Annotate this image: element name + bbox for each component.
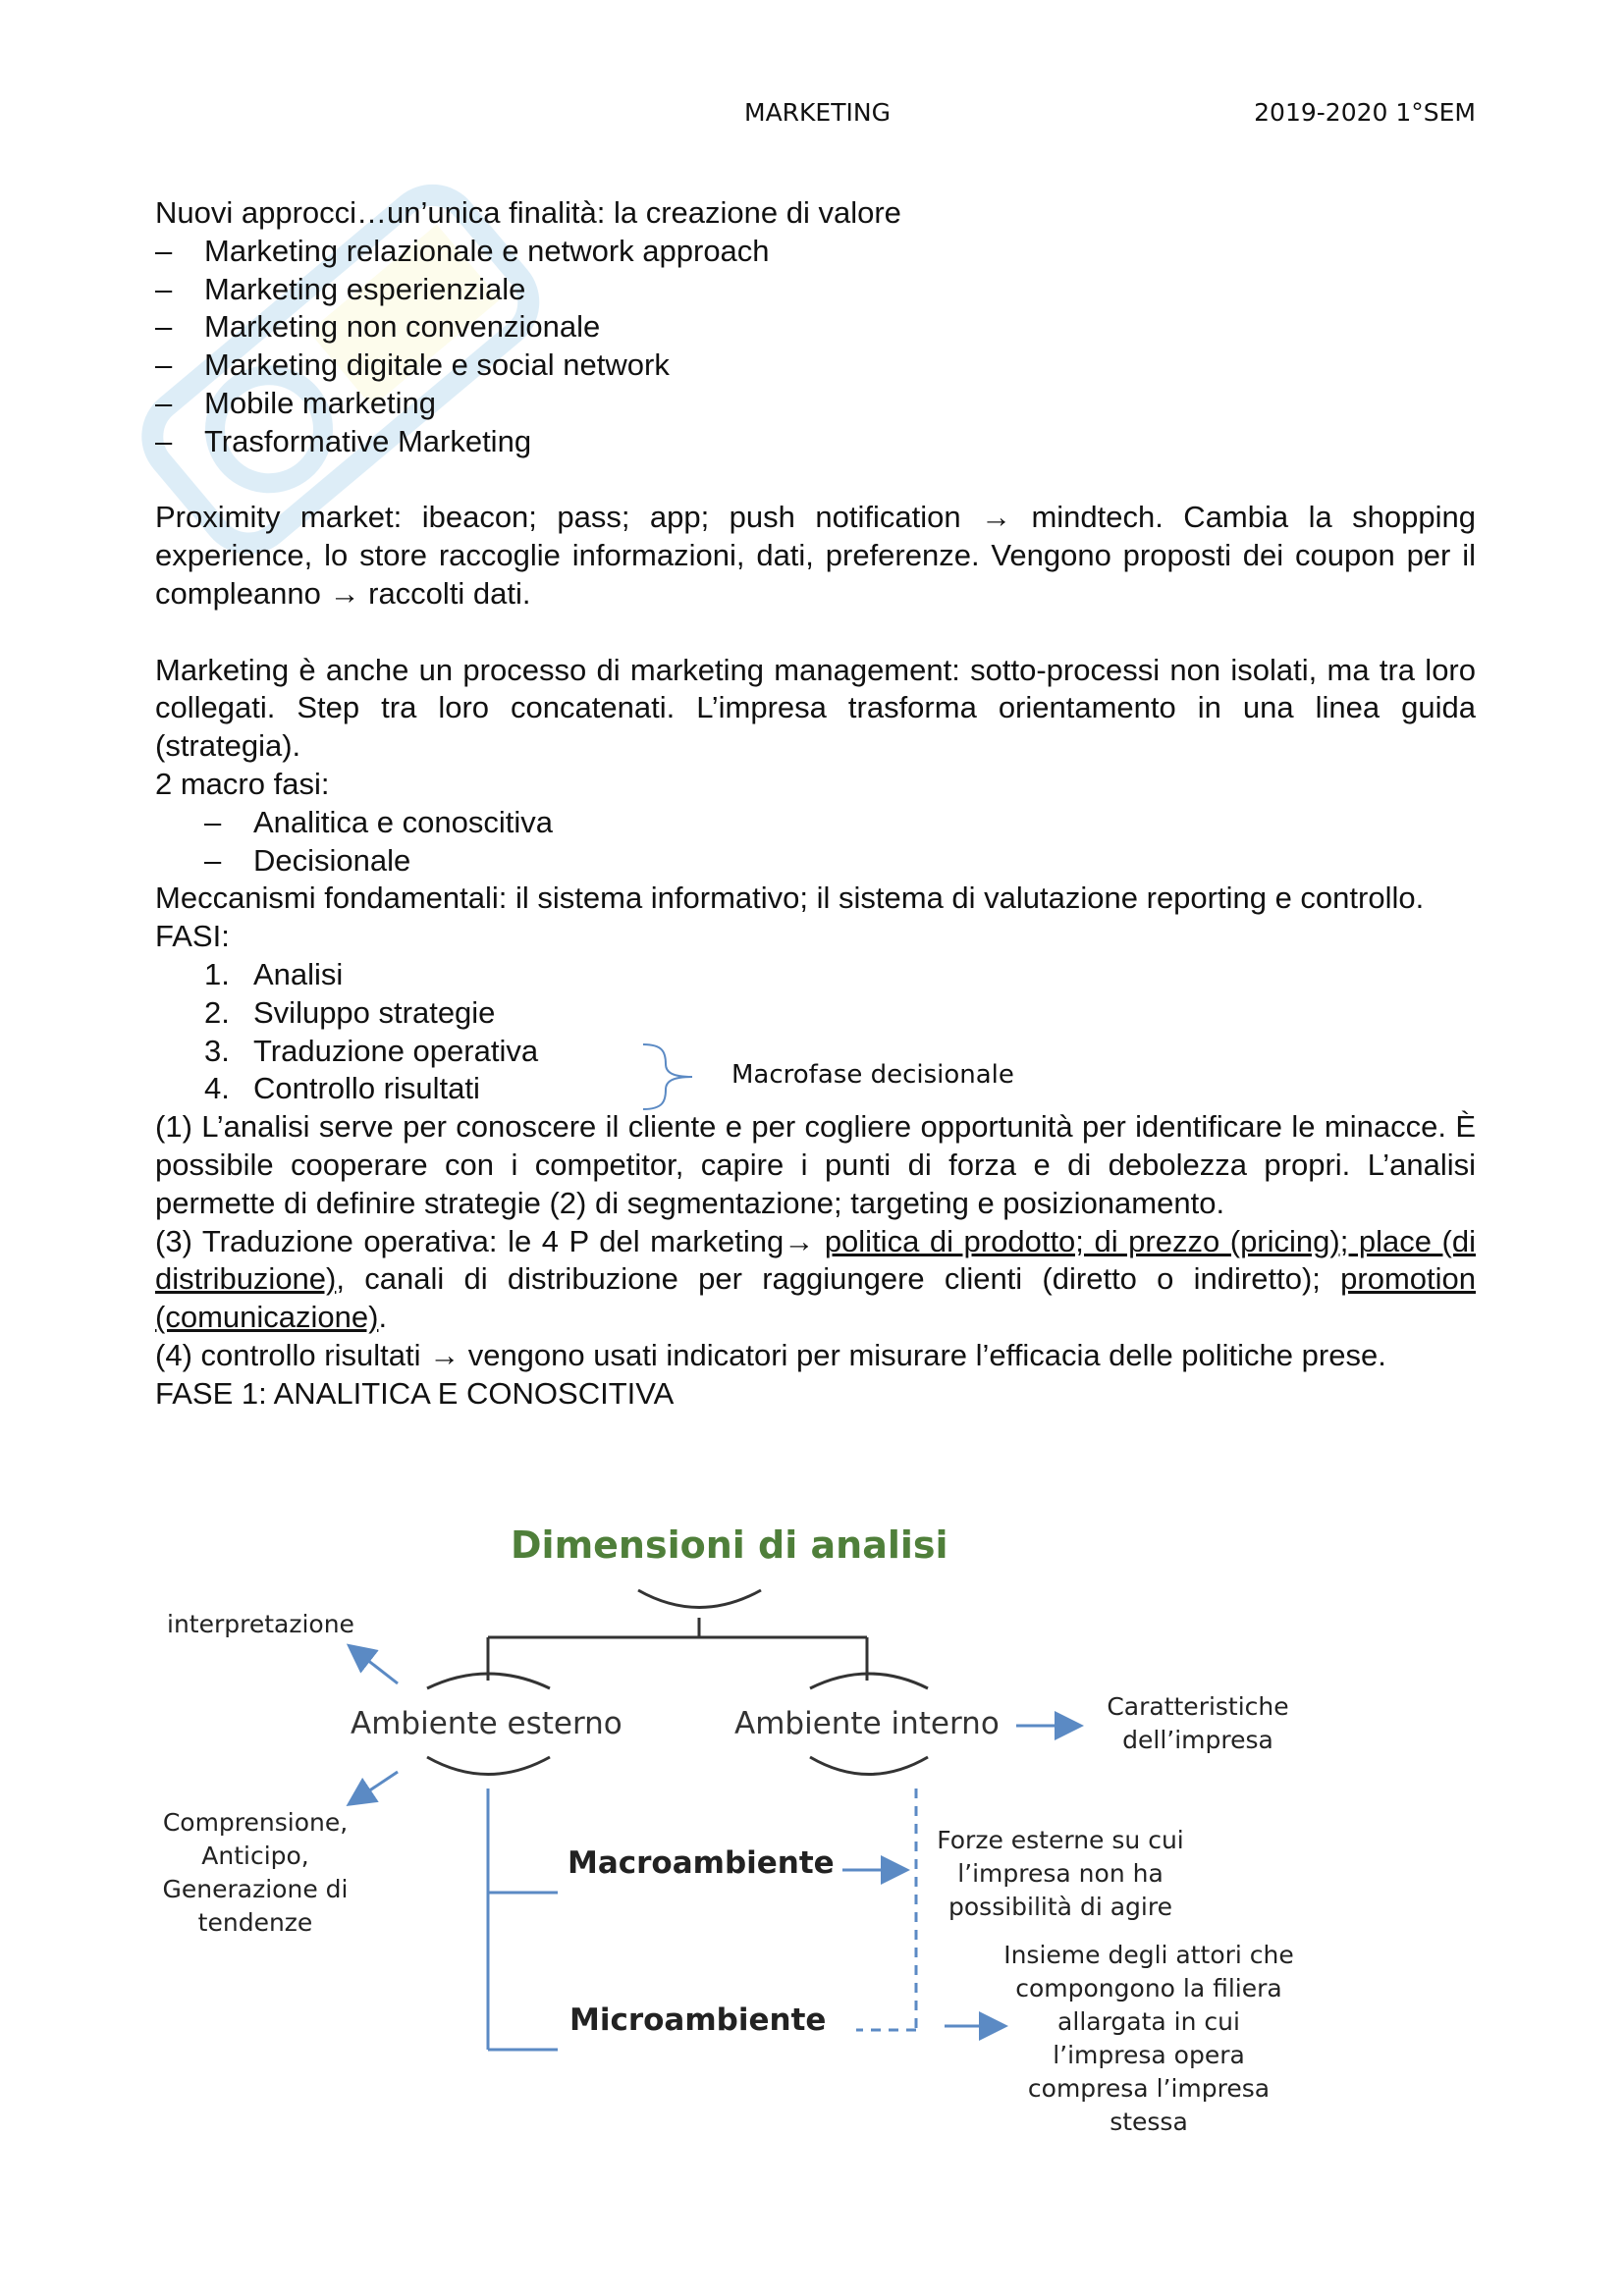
intro-title: Nuovi approcci…un’unica finalità: la creazione di valore xyxy=(155,195,901,230)
list-item: – Marketing digitale e social network xyxy=(155,347,1476,385)
phase-item: 1. Analisi xyxy=(204,956,344,991)
analysis-paragraph: (1) L’analisi serve per conoscere il cliente e per cogliere opportunità per identificare le minacce. È possibile cooperare con i competitor, capire i punti di forza e di debolezza propri. L’analisi permette di definire strategie (2) di segmentazione; targeting e posizionamento. xyxy=(155,1109,1476,1220)
macro-phases-title: 2 macro fasi: xyxy=(155,766,330,801)
diagram-title: Dimensioni di analisi xyxy=(511,1523,948,1567)
macrofase-label: Macrofase decisionale xyxy=(731,1060,1014,1090)
operativa-paragraph: (3) Traduzione operativa: le 4 P del marketing→ politica di prodotto; di prezzo (pricing); place (di distribuzione), canali di distribuzione per raggiungere clienti (diretto o indiretto); promotion (comunicazione). xyxy=(155,1223,1476,1335)
phase-item: 4. Controllo risultati xyxy=(204,1071,480,1106)
phase-item: 3. Traduzione operativa xyxy=(204,1033,539,1068)
microambiente-label: Microambiente xyxy=(569,2002,827,2038)
forze-esterne-label: Forze esterne su cui l’impresa non ha possibilità di agire xyxy=(937,1826,1184,1921)
ambiente-interno-label: Ambiente interno xyxy=(734,1706,1000,1741)
caratteristiche-label: Caratteristiche dell’impresa xyxy=(1107,1692,1289,1754)
interpretazione-label: interpretazione xyxy=(167,1610,354,1638)
list-item: – Marketing non convenzionale xyxy=(155,308,1476,347)
phases-title: FASI: xyxy=(155,919,230,954)
insieme-attori-label: Insieme degli attori che compongono la filiera allargata in cui l’impresa opera compresa l’impresa stessa xyxy=(1003,1941,1294,2136)
control-paragraph: (4) controllo risultati → vengono usati indicatori per misurare l’efficacia delle politiche prese. xyxy=(155,1337,1386,1372)
mechanisms-paragraph: Meccanismi fondamentali: il sistema informativo; il sistema di valutazione reporting e controllo. xyxy=(155,881,1425,916)
macroambiente-label: Macroambiente xyxy=(568,1845,835,1881)
list-item: – Decisionale xyxy=(204,842,1476,881)
list-item: – Mobile marketing xyxy=(155,385,1476,423)
list-item: – Analitica e conoscitiva xyxy=(204,804,1476,842)
list-item: – Trasformative Marketing xyxy=(155,423,1476,461)
comprensione-label: Comprensione, Anticipo, Generazione di tendenze xyxy=(162,1808,349,1937)
fase1-title: FASE 1: ANALITICA E CONOSCITIVA xyxy=(155,1375,675,1411)
ambiente-esterno-label: Ambiente esterno xyxy=(351,1706,623,1741)
proximity-paragraph: Proximity market: ibeacon; pass; app; push notification → mindtech. Cambia la shopping experience, lo store raccoglie informazioni, dati, preferenze. Vengono proposti dei coupon per il compleanno → raccolti dati. xyxy=(155,500,1476,611)
list-item: – Marketing esperienziale xyxy=(155,271,1476,309)
header-semester: 2019-2020 1°SEM xyxy=(1254,98,1476,127)
list-item: – Marketing relazionale e network approach xyxy=(155,233,1476,271)
header-title: MARKETING xyxy=(744,98,891,127)
phase-item: 2. Sviluppo strategie xyxy=(204,994,496,1030)
process-paragraph: Marketing è anche un processo di marketing management: sotto-processi non isolati, ma tra loro collegati. Step tra loro concatenati. L’impresa trasforma orientamento in una linea guida (strategia). xyxy=(155,652,1476,764)
